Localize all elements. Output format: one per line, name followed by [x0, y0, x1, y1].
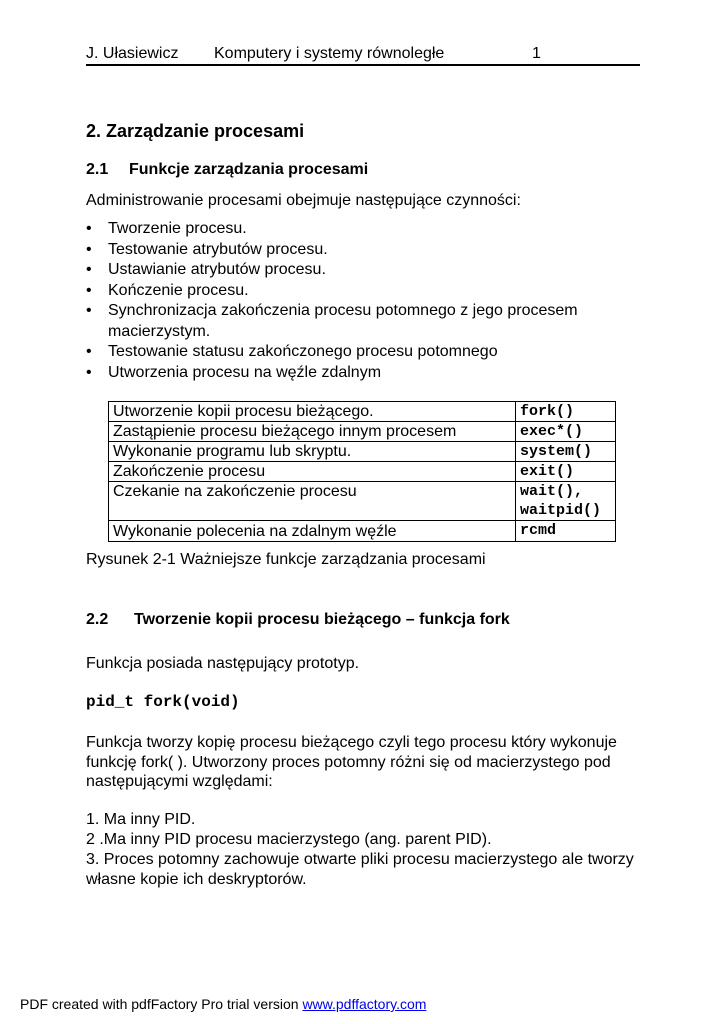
header-rule — [86, 64, 640, 66]
footer-text: PDF created with pdfFactory Pro trial version — [20, 996, 303, 1012]
section-1-title: Funkcje zarządzania procesami — [129, 161, 369, 178]
list-item: • Tworzenie procesu. — [86, 219, 646, 240]
list-item: • Utworzenia procesu na węźle zdalnym — [86, 363, 646, 384]
list-item: • Synchronizacja zakończenia procesu potomnego z jego procesem macierzystym. — [86, 301, 646, 342]
table-row — [109, 521, 616, 542]
section-2-number: 2.2 — [86, 611, 109, 628]
table-row — [109, 462, 616, 482]
fork-prototype: pid_t fork(void) — [86, 693, 240, 711]
section-1-number: 2.1 — [86, 161, 109, 178]
functions-table — [108, 401, 616, 542]
pdffactory-link[interactable]: www.pdffactory.com — [302, 996, 427, 1012]
list-item: • Kończenie procesu. — [86, 281, 646, 302]
table-cell-function: exit() — [516, 462, 616, 482]
header-page-number: 1 — [532, 45, 541, 62]
table-cell-function: exec*() — [516, 422, 616, 442]
table-row — [109, 482, 616, 521]
pdf-footer — [20, 995, 426, 1013]
fork-description: Funkcja tworzy kopię procesu bieżącego czyli tego procesu który wykonuje funkcję fork( ). Utworzony proces potomny różni się od macierzystego pod następującymi względami: — [86, 734, 617, 790]
table-row — [109, 422, 616, 442]
table-cell-description: Wykonanie polecenia na zdalnym węźle — [109, 521, 516, 542]
process-operations-list — [86, 219, 646, 383]
point-2: 2 .Ma inny PID procesu macierzystego (ang. parent PID). — [86, 831, 492, 848]
header-title: Komputery i systemy równoległe — [214, 45, 445, 62]
table-cell-description: Czekanie na zakończenie procesu — [109, 482, 516, 521]
table-cell-function: wait(), waitpid() — [516, 482, 616, 521]
table-cell-function: system() — [516, 442, 616, 462]
table-row — [109, 442, 616, 462]
table-cell-function: rcmd — [516, 521, 616, 542]
list-item: • Ustawianie atrybutów procesu. — [86, 260, 646, 281]
table-cell-description: Utworzenie kopii procesu bieżącego. — [109, 402, 516, 422]
table-cell-description: Zastąpienie procesu bieżącego innym procesem — [109, 422, 516, 442]
header-author: J. Ułasiewicz — [86, 45, 179, 62]
table-cell-function: fork() — [516, 402, 616, 422]
list-item: • Testowanie statusu zakończonego procesu potomnego — [86, 342, 646, 363]
point-3: 3. Proces potomny zachowuje otwarte pliki procesu macierzystego ale tworzy własne kopie ich deskryptorów. — [86, 851, 634, 888]
prototype-intro: Funkcja posiada następujący prototyp. — [86, 655, 360, 672]
section-2-title: Tworzenie kopii procesu bieżącego – funkcja fork — [134, 611, 510, 628]
table-row — [109, 402, 616, 422]
chapter-title: 2. Zarządzanie procesami — [86, 121, 305, 141]
table-caption: Rysunek 2-1 Ważniejsze funkcje zarządzania procesami — [86, 551, 486, 568]
point-1: 1. Ma inny PID. — [86, 811, 196, 828]
table-cell-description: Zakończenie procesu — [109, 462, 516, 482]
table-cell-description: Wykonanie programu lub skryptu. — [109, 442, 516, 462]
section-1-intro: Administrowanie procesami obejmuje następujące czynności: — [86, 192, 521, 209]
list-item: • Testowanie atrybutów procesu. — [86, 240, 646, 261]
